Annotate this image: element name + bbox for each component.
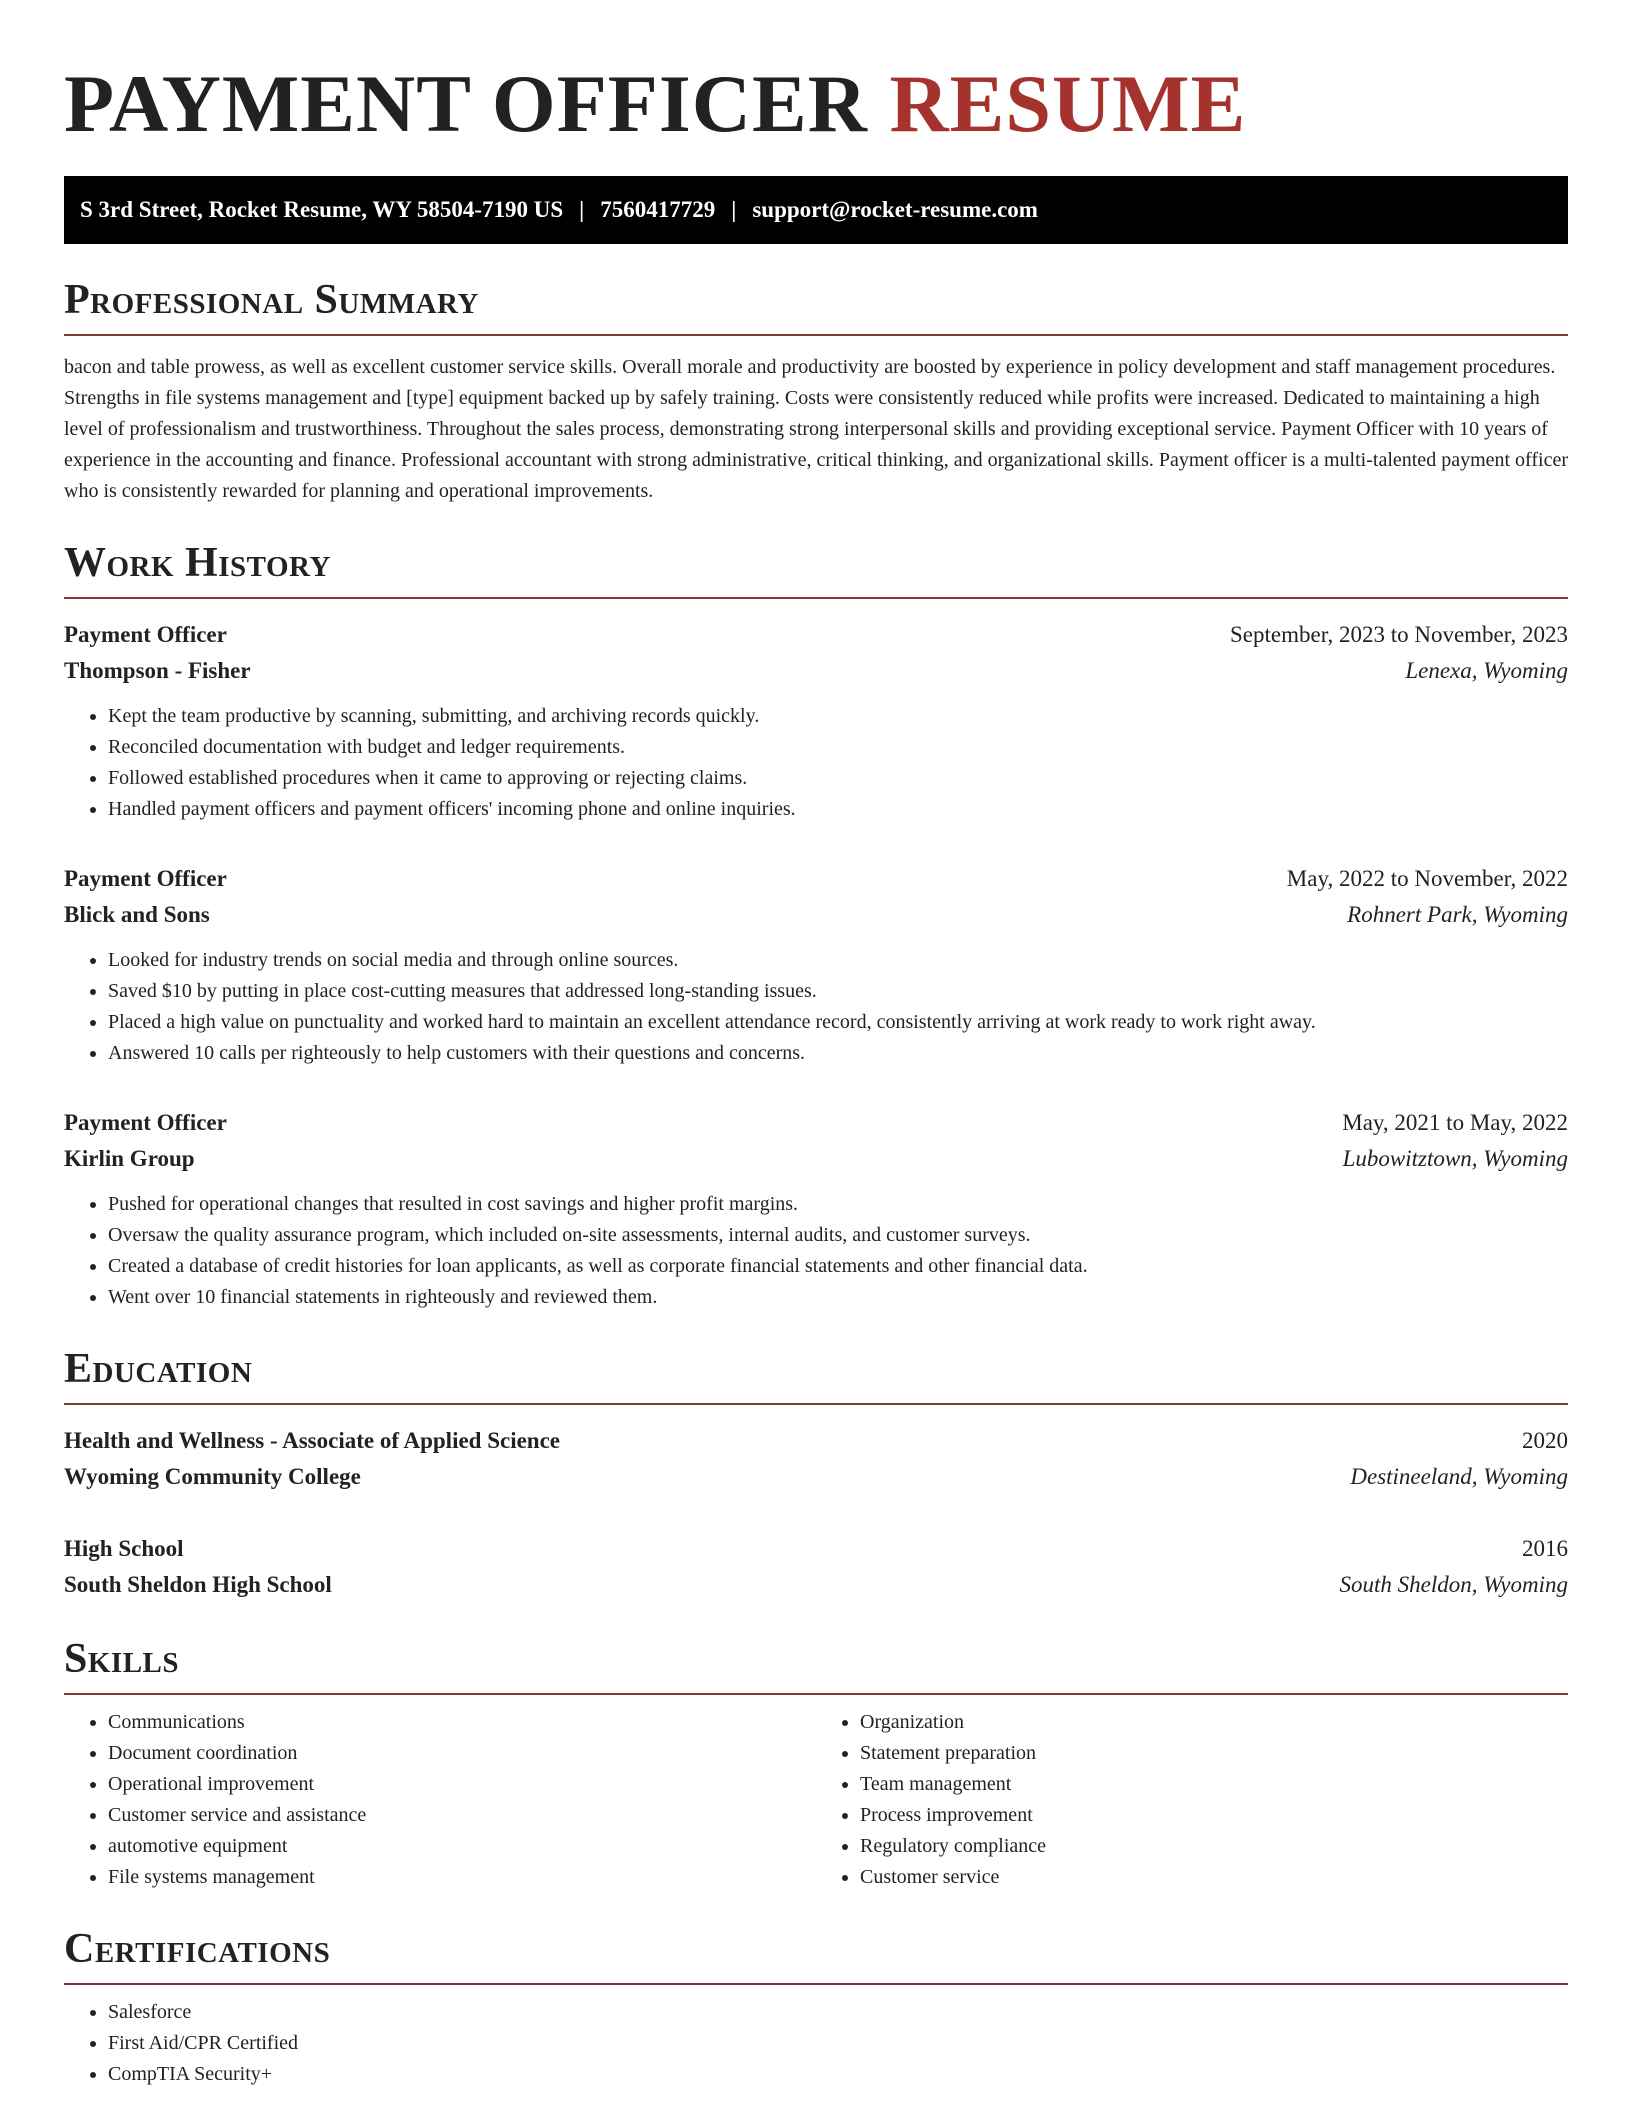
contact-bar [64, 176, 1568, 244]
certification-item: • Salesforce [108, 1997, 1568, 2028]
education-heading: Education [64, 1341, 1568, 1405]
job-bullets [64, 945, 1568, 1069]
skill-item: • Operational improvement [108, 1769, 816, 1800]
job-bullets [64, 701, 1568, 825]
certification-item: • First Aid/CPR Certified [108, 2028, 1568, 2059]
work-history-heading: Work History [64, 535, 1568, 599]
skill-item: • Team management [860, 1769, 1568, 1800]
skills-grid [64, 1707, 1568, 1893]
job-title: Payment Officer [64, 1110, 227, 1135]
certifications-section [64, 1921, 1568, 2090]
job-title: Payment Officer [64, 622, 227, 647]
certifications-heading: Certifications [64, 1921, 1568, 1985]
job-bullet: • Went over 10 financial statements in righteously and reviewed them. [108, 1282, 1568, 1313]
summary-section [64, 272, 1568, 507]
summary-text: bacon and table prowess, as well as excellent customer service skills. Overall morale and productivity are boosted by experience in policy development and staff management procedures. Strengths in file systems management and [type] equipment backed up by safely training. Costs were consistently reduced while profits were increased. Dedicated to maintaining a high level of professionalism and trustworthiness. Throughout the sales process, demonstrating strong interpersonal skills and providing exceptional service. Payment Officer with 10 years of experience in the accounting and finance. Professional accountant with strong administrative, critical thinking, and organizational skills. Payment officer is a multi-talented payment officer who is consistently rewarded for planning and operational improvements. [64, 356, 1568, 502]
job-bullet: • Created a database of credit histories for loan applicants, as well as corporate financial statements and other financial data. [108, 1251, 1568, 1282]
job-bullet: • Handled payment officers and payment officers' incoming phone and online inquiries. [108, 794, 1568, 825]
skill-item: • Communications [108, 1707, 816, 1738]
certifications-list [64, 1997, 1568, 2090]
job-location: Rohnert Park, Wyoming [1347, 902, 1568, 927]
job-title: Payment Officer [64, 866, 227, 891]
skills-list-left [64, 1707, 816, 1893]
skill-item: • automotive equipment [108, 1831, 816, 1862]
summary-heading: Professional Summary [64, 272, 1568, 336]
resume-title-main: PAYMENT OFFICER [64, 58, 868, 149]
contact-phone: 7560417729 [600, 197, 716, 222]
contact-address: S 3rd Street, Rocket Resume, WY 58504-7190 US [80, 197, 564, 222]
job-entry [64, 1105, 1568, 1313]
education-section [64, 1341, 1568, 1603]
job-company: Blick and Sons [64, 902, 210, 927]
certification-item: • CompTIA Security+ [108, 2059, 1568, 2090]
job-bullet: • Saved $10 by putting in place cost-cutting measures that addressed long-standing issues. [108, 976, 1568, 1007]
skill-item: • Statement preparation [860, 1738, 1568, 1769]
job-company: Kirlin Group [64, 1146, 195, 1171]
resume-title-accent: RESUME [889, 58, 1247, 149]
contact-email: support@rocket-resume.com [752, 197, 1038, 222]
job-location: Lenexa, Wyoming [1405, 658, 1568, 683]
skill-item: • Regulatory compliance [860, 1831, 1568, 1862]
job-entry [64, 617, 1568, 825]
job-bullet: • Reconciled documentation with budget and ledger requirements. [108, 732, 1568, 763]
education-location: South Sheldon, Wyoming [1339, 1572, 1568, 1597]
contact-separator: | [579, 197, 585, 222]
skill-item: • Organization [860, 1707, 1568, 1738]
education-degree: Health and Wellness - Associate of Applied Science [64, 1428, 561, 1453]
job-bullets [64, 1189, 1568, 1313]
job-bullet: • Kept the team productive by scanning, submitting, and archiving records quickly. [108, 701, 1568, 732]
job-bullet: • Pushed for operational changes that resulted in cost savings and higher profit margins. [108, 1189, 1568, 1220]
job-bullet: • Answered 10 calls per righteously to help customers with their questions and concerns. [108, 1038, 1568, 1069]
education-school: Wyoming Community College [64, 1464, 361, 1489]
resume-title [64, 56, 1568, 152]
job-dates: September, 2023 to November, 2023 [1230, 622, 1568, 647]
job-entry [64, 861, 1568, 1069]
skill-item: • Customer service and assistance [108, 1800, 816, 1831]
education-school: South Sheldon High School [64, 1572, 332, 1597]
job-company: Thompson - Fisher [64, 658, 251, 683]
skill-item: • Process improvement [860, 1800, 1568, 1831]
skill-item: • Document coordination [108, 1738, 816, 1769]
job-bullet: • Oversaw the quality assurance program, which included on-site assessments, internal audits, and customer surveys. [108, 1220, 1568, 1251]
job-dates: May, 2022 to November, 2022 [1286, 866, 1568, 891]
skill-item: • File systems management [108, 1862, 816, 1893]
job-dates: May, 2021 to May, 2022 [1342, 1110, 1568, 1135]
education-year: 2020 [1522, 1428, 1568, 1453]
skills-section [64, 1631, 1568, 1893]
education-location: Destineeland, Wyoming [1350, 1464, 1568, 1489]
education-entry [64, 1423, 1568, 1495]
skill-item: • Customer service [860, 1862, 1568, 1893]
education-year: 2016 [1522, 1536, 1568, 1561]
skills-heading: Skills [64, 1631, 1568, 1695]
job-bullet: • Placed a high value on punctuality and worked hard to maintain an excellent attendance record, consistently arriving at work ready to work right away. [108, 1007, 1568, 1038]
work-history-section [64, 535, 1568, 1313]
contact-separator: | [731, 197, 737, 222]
education-degree: High School [64, 1536, 184, 1561]
job-bullet: • Followed established procedures when it came to approving or rejecting claims. [108, 763, 1568, 794]
skills-list-right [816, 1707, 1568, 1893]
job-bullet: • Looked for industry trends on social media and through online sources. [108, 945, 1568, 976]
education-entry [64, 1531, 1568, 1603]
job-location: Lubowitztown, Wyoming [1342, 1146, 1568, 1171]
